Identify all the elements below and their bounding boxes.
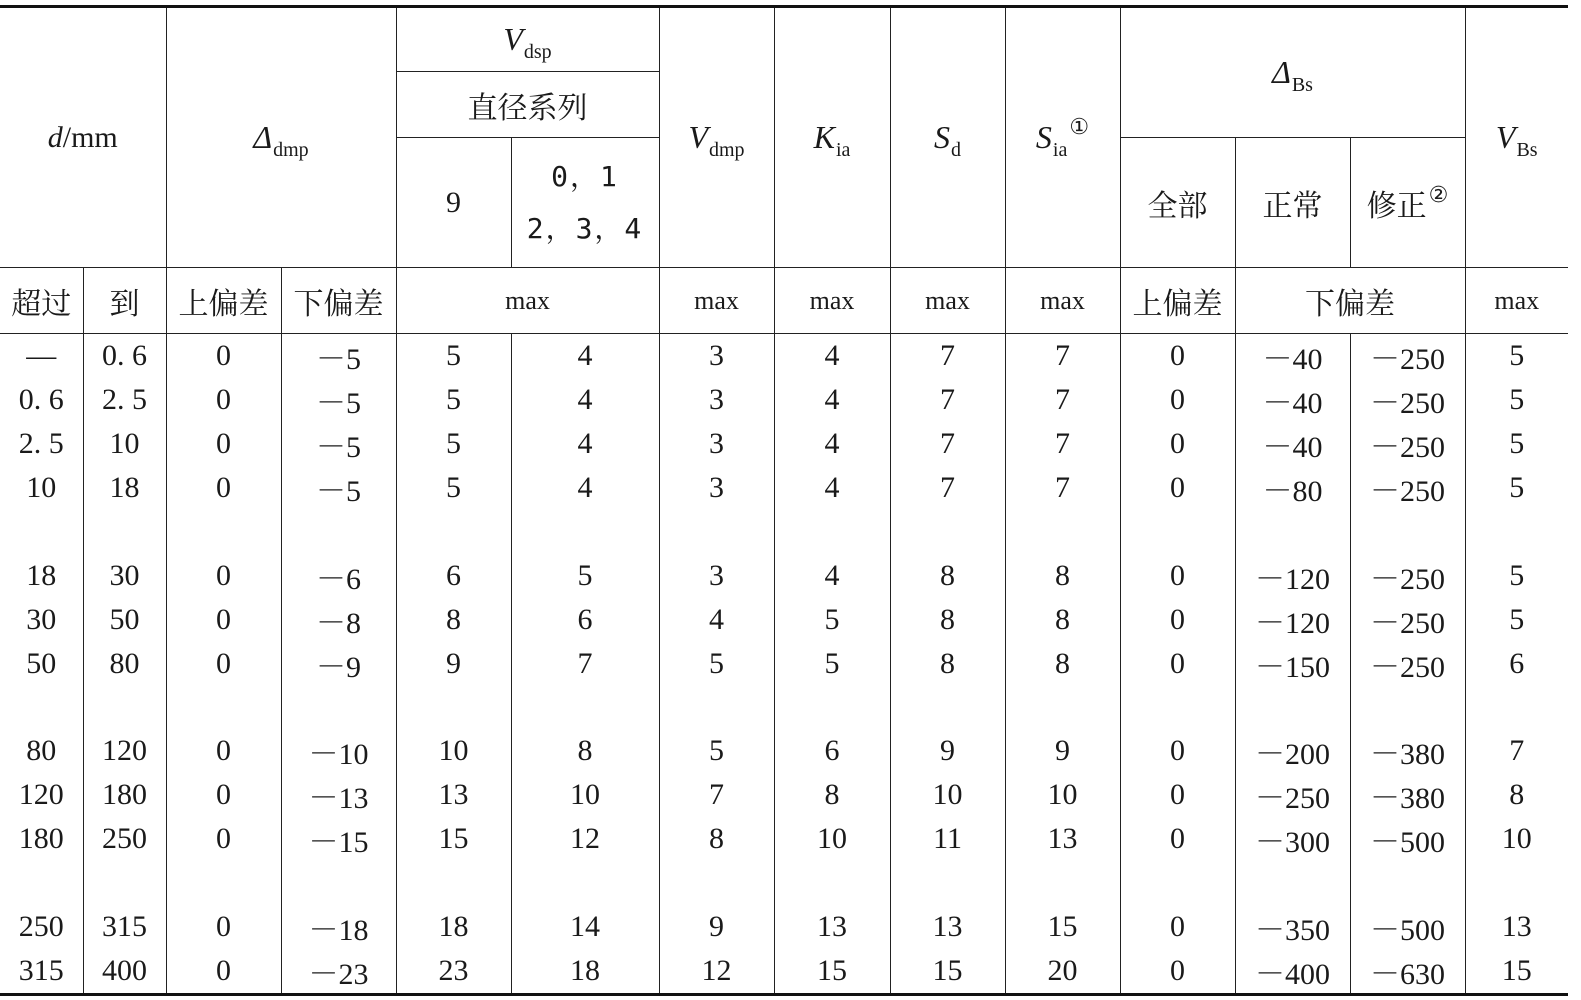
spacer-cell [1235,510,1350,554]
cell-dmp-upper: 0 [166,642,281,686]
cell-vdmp: 12 [659,949,774,995]
cell-bs-upper: 0 [1120,905,1235,949]
cell-to: 80 [83,642,166,686]
units-max-sia: max [1005,268,1120,334]
header-series-0-1: 0，1 [551,159,619,193]
cell-vbs: 7 [1465,729,1568,773]
spacer-cell [281,686,396,730]
cell-bs-normal: －400 [1235,949,1350,995]
header-kia [774,7,890,268]
cell-vdsp-9: 23 [396,949,511,995]
table-row [0,949,1568,995]
cell-vdsp-01234: 4 [511,378,659,422]
header-series-9: 9 [396,138,511,268]
cell-kia: 4 [774,422,890,466]
units-max-vdsp: max [396,268,659,334]
cell-sia: 15 [1005,905,1120,949]
cell-to: 10 [83,422,166,466]
cell-bs-upper: 0 [1120,642,1235,686]
table-body [0,334,1568,995]
cell-dmp-upper: 0 [166,554,281,598]
cell-vbs: 6 [1465,642,1568,686]
cell-dmp-upper: 0 [166,817,281,861]
cell-vdsp-01234: 4 [511,422,659,466]
cell-bs-modified: －500 [1350,817,1465,861]
cell-vbs: 5 [1465,378,1568,422]
cell-sia: 7 [1005,334,1120,379]
cell-kia: 5 [774,642,890,686]
cell-sia: 8 [1005,554,1120,598]
cell-over: 30 [0,598,83,642]
cell-to: 18 [83,466,166,510]
cell-over: 18 [0,554,83,598]
cell-sia: 7 [1005,466,1120,510]
cell-sd: 10 [890,773,1005,817]
header-vbs [1465,7,1568,268]
spacer-cell [166,510,281,554]
header-vdsp [396,7,659,72]
units-upper-deviation-1: 上偏差 [166,268,281,334]
cell-bs-upper: 0 [1120,773,1235,817]
spacer-cell [511,686,659,730]
cell-vdmp: 7 [659,773,774,817]
cell-vdsp-9: 6 [396,554,511,598]
spacer-cell [281,861,396,905]
cell-vbs: 8 [1465,773,1568,817]
spacer-cell [774,861,890,905]
cell-vbs: 5 [1465,422,1568,466]
spacer-cell [774,686,890,730]
cell-vdsp-01234: 10 [511,773,659,817]
cell-over: 80 [0,729,83,773]
cell-bs-modified: －500 [1350,905,1465,949]
cell-vdmp: 8 [659,817,774,861]
header-modified-note: ② [1428,182,1449,208]
table-row [0,422,1568,466]
cell-vdsp-9: 18 [396,905,511,949]
spacer-cell [1120,686,1235,730]
cell-sia: 8 [1005,598,1120,642]
units-to: 到 [83,268,166,334]
cell-sd: 13 [890,905,1005,949]
cell-vdmp: 3 [659,334,774,379]
header-vdmp [659,7,774,268]
cell-bs-modified: －630 [1350,949,1465,995]
spacer-cell [659,686,774,730]
cell-bs-normal: －120 [1235,598,1350,642]
cell-sia: 8 [1005,642,1120,686]
spacer-cell [0,686,83,730]
cell-vdsp-01234: 6 [511,598,659,642]
cell-kia: 8 [774,773,890,817]
table-row [0,905,1568,949]
spacer-cell [511,510,659,554]
cell-dmp-upper: 0 [166,378,281,422]
table-row [0,642,1568,686]
header-delta-bs-sub: Bs [1291,74,1313,96]
cell-over: — [0,334,83,379]
cell-vbs: 13 [1465,905,1568,949]
cell-kia: 4 [774,334,890,379]
cell-sia: 13 [1005,817,1120,861]
spacer-cell [281,510,396,554]
cell-vdsp-01234: 7 [511,642,659,686]
cell-sd: 9 [890,729,1005,773]
bearing-tolerance-table [0,5,1568,996]
header-d-mm [0,7,166,268]
spacer-cell [396,686,511,730]
cell-dmp-upper: 0 [166,949,281,995]
cell-bs-modified: －250 [1350,598,1465,642]
cell-dmp-lower: －9 [281,642,396,686]
cell-sd: 8 [890,598,1005,642]
cell-over: 10 [0,466,83,510]
header-d-unit: /mm [62,120,118,154]
cell-sia: 7 [1005,378,1120,422]
cell-vdmp: 3 [659,554,774,598]
cell-bs-normal: －120 [1235,554,1350,598]
cell-bs-upper: 0 [1120,334,1235,379]
cell-dmp-upper: 0 [166,334,281,379]
spacer-cell [396,510,511,554]
cell-dmp-lower: －10 [281,729,396,773]
cell-dmp-upper: 0 [166,598,281,642]
cell-dmp-upper: 0 [166,773,281,817]
table-row [0,466,1568,510]
cell-kia: 13 [774,905,890,949]
cell-sd: 8 [890,642,1005,686]
header-sia-sub: ia [1052,139,1068,161]
spacer-cell [890,686,1005,730]
cell-vdsp-9: 5 [396,378,511,422]
cell-dmp-upper: 0 [166,905,281,949]
header-kia-sub: ia [835,139,851,161]
cell-vdsp-9: 8 [396,598,511,642]
table-row [0,817,1568,861]
cell-over: 120 [0,773,83,817]
cell-to: 120 [83,729,166,773]
header-d-symbol: d [47,120,63,154]
spacer-cell [774,510,890,554]
header-vdmp-symbol: V [688,119,708,155]
cell-bs-normal: －150 [1235,642,1350,686]
spacer-cell [1005,686,1120,730]
cell-dmp-lower: －5 [281,422,396,466]
cell-to: 50 [83,598,166,642]
header-delta-bs [1120,7,1465,138]
spacer-cell [1235,861,1350,905]
cell-bs-modified: －250 [1350,422,1465,466]
spacer-cell [1350,861,1465,905]
row-spacer [0,861,1568,905]
spacer-cell [83,861,166,905]
cell-sd: 15 [890,949,1005,995]
header-modified [1350,138,1465,268]
header-kia-symbol: K [813,119,835,155]
cell-bs-modified: －250 [1350,334,1465,379]
cell-vbs: 10 [1465,817,1568,861]
cell-vdmp: 5 [659,642,774,686]
cell-to: 30 [83,554,166,598]
header-delta-dmp-sub: dmp [273,139,309,161]
spacer-cell [396,861,511,905]
cell-bs-upper: 0 [1120,378,1235,422]
cell-vdmp: 3 [659,466,774,510]
spacer-cell [1120,861,1235,905]
header-sia-note: ① [1069,114,1090,139]
cell-vdsp-9: 10 [396,729,511,773]
table-row [0,729,1568,773]
units-upper-deviation-2: 上偏差 [1120,268,1235,334]
spacer-cell [1465,686,1568,730]
spacer-cell [659,861,774,905]
header-sd [890,7,1005,268]
cell-dmp-lower: －5 [281,466,396,510]
cell-vdsp-9: 9 [396,642,511,686]
cell-vdmp: 9 [659,905,774,949]
units-max-vbs: max [1465,268,1568,334]
header-delta-bs-symbol: Δ [1272,54,1291,90]
table-row [0,598,1568,642]
spacer-cell [0,861,83,905]
header-vbs-sub: Bs [1516,139,1538,161]
spacer-cell [1350,686,1465,730]
cell-to: 315 [83,905,166,949]
cell-sia: 10 [1005,773,1120,817]
spacer-cell [1005,861,1120,905]
cell-dmp-upper: 0 [166,422,281,466]
header-modified-label: 修正 [1366,188,1427,224]
cell-over: 250 [0,905,83,949]
cell-dmp-lower: －6 [281,554,396,598]
cell-bs-normal: －40 [1235,378,1350,422]
cell-bs-upper: 0 [1120,949,1235,995]
cell-sd: 11 [890,817,1005,861]
cell-vdsp-01234: 5 [511,554,659,598]
cell-kia: 5 [774,598,890,642]
spacer-cell [83,686,166,730]
cell-dmp-upper: 0 [166,466,281,510]
spacer-cell [1465,510,1568,554]
header-vdsp-symbol: V [503,21,523,57]
cell-bs-normal: －40 [1235,422,1350,466]
table-row [0,773,1568,817]
cell-vdsp-9: 5 [396,422,511,466]
units-max-sd: max [890,268,1005,334]
cell-bs-modified: －380 [1350,773,1465,817]
cell-vbs: 5 [1465,466,1568,510]
header-sia [1005,7,1120,268]
cell-vdsp-9: 15 [396,817,511,861]
cell-vdsp-01234: 4 [511,466,659,510]
cell-dmp-upper: 0 [166,729,281,773]
spacer-cell [0,510,83,554]
cell-to: 180 [83,773,166,817]
header-diameter-series: 直径系列 [396,72,659,138]
cell-vbs: 5 [1465,334,1568,379]
cell-over: 50 [0,642,83,686]
spacer-cell [890,861,1005,905]
cell-bs-modified: －250 [1350,554,1465,598]
cell-bs-modified: －250 [1350,466,1465,510]
cell-bs-upper: 0 [1120,598,1235,642]
cell-bs-modified: －250 [1350,642,1465,686]
cell-dmp-lower: －15 [281,817,396,861]
cell-bs-upper: 0 [1120,817,1235,861]
cell-vdsp-9: 5 [396,466,511,510]
header-sd-sub: d [951,139,962,161]
cell-sd: 8 [890,554,1005,598]
spacer-cell [166,861,281,905]
spacer-cell [659,510,774,554]
cell-vdmp: 3 [659,378,774,422]
cell-bs-upper: 0 [1120,422,1235,466]
cell-bs-upper: 0 [1120,466,1235,510]
cell-vdmp: 3 [659,422,774,466]
cell-vdsp-01234: 18 [511,949,659,995]
spacer-cell [1350,510,1465,554]
spacer-cell [1005,510,1120,554]
cell-sd: 7 [890,378,1005,422]
cell-kia: 6 [774,729,890,773]
row-spacer [0,510,1568,554]
cell-vdsp-01234: 8 [511,729,659,773]
header-sia-symbol: S [1035,119,1052,155]
cell-to: 2. 5 [83,378,166,422]
cell-vdsp-9: 5 [396,334,511,379]
cell-sia: 7 [1005,422,1120,466]
cell-sia: 9 [1005,729,1120,773]
cell-bs-modified: －380 [1350,729,1465,773]
table-row [0,554,1568,598]
cell-vdsp-01234: 14 [511,905,659,949]
cell-sd: 7 [890,466,1005,510]
spacer-cell [1120,510,1235,554]
cell-to: 250 [83,817,166,861]
cell-bs-upper: 0 [1120,554,1235,598]
spacer-cell [1235,686,1350,730]
cell-dmp-lower: －18 [281,905,396,949]
header-delta-dmp-symbol: Δ [253,119,273,155]
cell-bs-normal: －40 [1235,334,1350,379]
cell-bs-normal: －250 [1235,773,1350,817]
table-row [0,378,1568,422]
spacer-cell [166,686,281,730]
header-series-0-1-2-3-4 [511,138,659,268]
cell-to: 0. 6 [83,334,166,379]
cell-kia: 4 [774,378,890,422]
row-spacer [0,686,1568,730]
cell-vdsp-01234: 12 [511,817,659,861]
cell-to: 400 [83,949,166,995]
cell-vdmp: 4 [659,598,774,642]
cell-bs-modified: －250 [1350,378,1465,422]
cell-dmp-lower: －5 [281,334,396,379]
cell-vbs: 15 [1465,949,1568,995]
cell-vbs: 5 [1465,598,1568,642]
spacer-cell [890,510,1005,554]
header-all: 全部 [1120,138,1235,268]
cell-vdsp-9: 13 [396,773,511,817]
cell-over: 0. 6 [0,378,83,422]
cell-bs-normal: －300 [1235,817,1350,861]
header-delta-dmp [166,7,396,268]
cell-dmp-lower: －13 [281,773,396,817]
cell-over: 315 [0,949,83,995]
cell-kia: 4 [774,466,890,510]
header-sd-symbol: S [934,119,951,155]
header-series-2-3-4: 2，3，4 [526,211,644,245]
table-row [0,334,1568,379]
cell-dmp-lower: －8 [281,598,396,642]
cell-vdsp-01234: 4 [511,334,659,379]
spacer-cell [83,510,166,554]
cell-vbs: 5 [1465,554,1568,598]
units-max-vdmp: max [659,268,774,334]
cell-vdmp: 5 [659,729,774,773]
cell-sd: 7 [890,334,1005,379]
cell-kia: 10 [774,817,890,861]
spacer-cell [1465,861,1568,905]
cell-kia: 4 [774,554,890,598]
header-vdmp-sub: dmp [709,139,745,161]
cell-dmp-lower: －5 [281,378,396,422]
cell-bs-normal: －350 [1235,905,1350,949]
cell-sd: 7 [890,422,1005,466]
cell-over: 2. 5 [0,422,83,466]
cell-kia: 15 [774,949,890,995]
spacer-cell [511,861,659,905]
cell-over: 180 [0,817,83,861]
units-over: 超过 [0,268,83,334]
header-normal: 正常 [1235,138,1350,268]
cell-bs-normal: －80 [1235,466,1350,510]
cell-sia: 20 [1005,949,1120,995]
cell-bs-upper: 0 [1120,729,1235,773]
units-lower-deviation-1: 下偏差 [281,268,396,334]
header-vbs-symbol: V [1495,119,1516,155]
units-max-kia: max [774,268,890,334]
units-lower-deviation-2: 下偏差 [1235,268,1465,334]
header-vdsp-sub: dsp [523,41,552,63]
cell-bs-normal: －200 [1235,729,1350,773]
cell-dmp-lower: －23 [281,949,396,995]
